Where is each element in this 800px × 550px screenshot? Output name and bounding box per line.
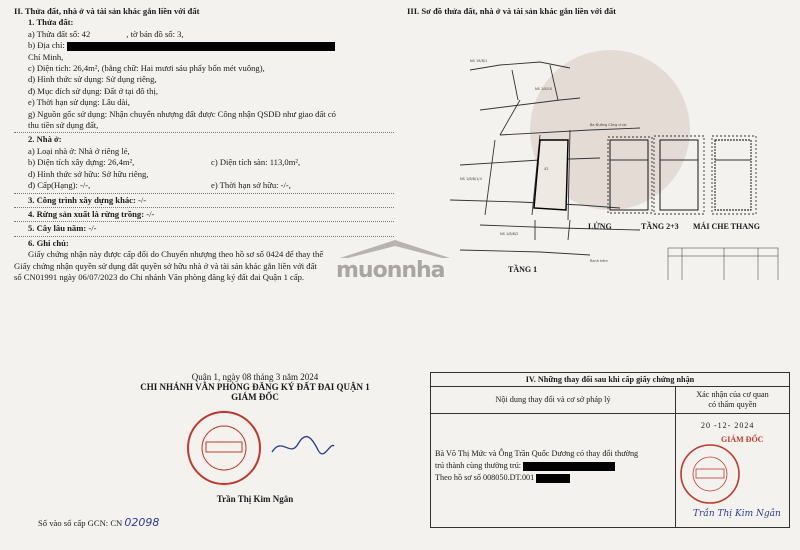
house-type: a) Loại nhà ở: Nhà ở riêng lẻ, [28, 145, 130, 156]
svg-text:Ba Đường Công chức: Ba Đường Công chức [590, 123, 627, 127]
land-plot-diagram [440, 40, 790, 280]
section-3 [407, 6, 792, 16]
change-date: 20 -12- 2024 [701, 421, 755, 430]
map-sheet: , tờ bản đồ số: 3, [126, 28, 184, 39]
changes-header [431, 387, 789, 414]
redacted-residence [523, 462, 615, 471]
svg-text:NS 1/8/10: NS 1/8/10 [535, 87, 553, 91]
register-number-value: 02098 [124, 516, 160, 529]
svg-text:NS 1/8/8/1/4: NS 1/8/8/1/4 [460, 177, 482, 181]
address-label: b) Địa chỉ: [28, 40, 65, 51]
parcel-number: a) Thửa đất số: 42 [28, 28, 91, 39]
ownership-term: e) Thời hạn sở hữu: -/-, [211, 180, 291, 191]
construction-area: b) Diện tích xây dựng: 26,4m², [28, 157, 135, 168]
land-heading: 1. Thửa đất: [28, 17, 74, 28]
land-area: c) Diện tích: 26,4m², (bằng chữ: Hai mươi sáu phẩy bốn mét vuông), [28, 63, 265, 74]
change-line-3: Theo hồ sơ số 008050.DT.001 [435, 472, 671, 484]
note-line-2: Giấy chứng nhận quyền sử dụng đất quyền sở hữu nhà ở và tài sản khác gắn liền với đất [14, 260, 317, 271]
change-signer-role: GIÁM ĐỐC [721, 435, 764, 444]
watermark-text: muonnha [336, 258, 445, 283]
register-number: Số vào sổ cấp GCN: CN 02098 [38, 516, 160, 529]
change-entry [435, 448, 671, 484]
address-cont: Chí Minh, [28, 51, 64, 62]
official-stamp-icon [184, 408, 264, 488]
changes-col-confirm: Xác nhận của cơ quan có thẩm quyền [696, 390, 769, 409]
land-parcel-row [14, 29, 394, 40]
redacted-file [536, 474, 570, 483]
perennial-trees-row: 5. Cây lâu năm: -/- [28, 223, 97, 234]
planted-forest-row: 4. Rừng sản xuất là rừng trồng: -/- [28, 208, 155, 219]
svg-text:NS 19/8/1: NS 19/8/1 [470, 59, 488, 63]
land-origin: g) Nguồn gốc sử dụng: Nhận chuyển nhượng đất được Công nhận QSDĐ như giao đất có [28, 108, 336, 119]
floor-label-1: TẦNG 1 [508, 265, 538, 274]
floor-label-2-3: TẦNG 2+3 [641, 222, 679, 231]
signer-name: Trần Thị Kim Ngân [216, 494, 294, 504]
land-use-term: e) Thời hạn sử dụng: Lâu dài, [28, 97, 130, 108]
house-grade: đ) Cấp(Hạng): -/-, [28, 180, 91, 191]
land-origin-cont: thu tiền sử dụng đất, [28, 120, 99, 131]
floor-label-mai: MÁI CHE THANG [693, 222, 760, 231]
change-line-2: trú thành cùng thường trú: [435, 460, 671, 472]
change-signer-name: Trần Thị Kim Ngân [693, 509, 781, 519]
note-line-3: số CN01991 ngày 06/07/2023 do Chi nhánh Văn phòng đăng ký đất đai Quận 1 cấp. [14, 271, 305, 282]
other-construction-row: 3. Công trình xây dựng khác: -/- [28, 194, 147, 205]
handwritten-signature-icon [268, 432, 338, 462]
signer-role: GIÁM ĐỐC [231, 392, 279, 402]
changes-body [431, 414, 789, 527]
house-grade-row [14, 180, 394, 191]
changes-title: IV. Những thay đổi sau khi cấp giấy chứng nhận [431, 373, 789, 387]
section-3-title: III. Sơ đồ thửa đất, nhà ở và tài sản khác gắn liền với đất [407, 6, 617, 16]
note-line-1: Giấy chứng nhận này được cấp đổi do Chuyển nhượng theo hồ sơ số 0424 để thay thế [28, 249, 324, 260]
svg-text:Ranh hẻm: Ranh hẻm [590, 259, 608, 263]
svg-text:NS 1/8/8/2: NS 1/8/8/2 [500, 232, 519, 236]
floor-label-lung: LỬNG [588, 222, 612, 231]
change-line-1: Bà Võ Thị Mức và Ông Trần Quốc Dương có thay đổi thường [435, 449, 639, 458]
notes-heading: 6. Ghi chú: [28, 237, 69, 248]
land-use-purpose: đ) Mục đích sử dụng: Đất ở tại đô thị, [28, 85, 158, 96]
redacted-address [67, 42, 335, 51]
issue-date: Quận 1, ngày 08 tháng 3 năm 2024 [191, 372, 319, 382]
ownership-form: d) Hình thức sở hữu: Sở hữu riêng, [28, 168, 149, 179]
change-stamp-icon [678, 442, 742, 506]
land-use-form: d) Hình thức sử dụng: Sử dụng riêng, [28, 74, 157, 85]
issuing-office: CHI NHÁNH VĂN PHÒNG ĐĂNG KÝ ĐẤT ĐAI QUẬN 1 [140, 382, 370, 392]
house-area-row [14, 157, 394, 168]
changes-col-content: Nội dung thay đổi và cơ sở pháp lý [431, 387, 676, 413]
changes-table [430, 372, 790, 528]
svg-text:42: 42 [544, 167, 549, 171]
section-2-title: II. Thửa đất, nhà ở và tài sản khác gắn liền với đất [14, 6, 200, 16]
house-heading: 2. Nhà ở: [28, 134, 62, 145]
address-row [14, 40, 394, 51]
watermark-logo [330, 236, 460, 291]
floor-area: c) Diện tích sàn: 113,0m², [211, 157, 301, 168]
